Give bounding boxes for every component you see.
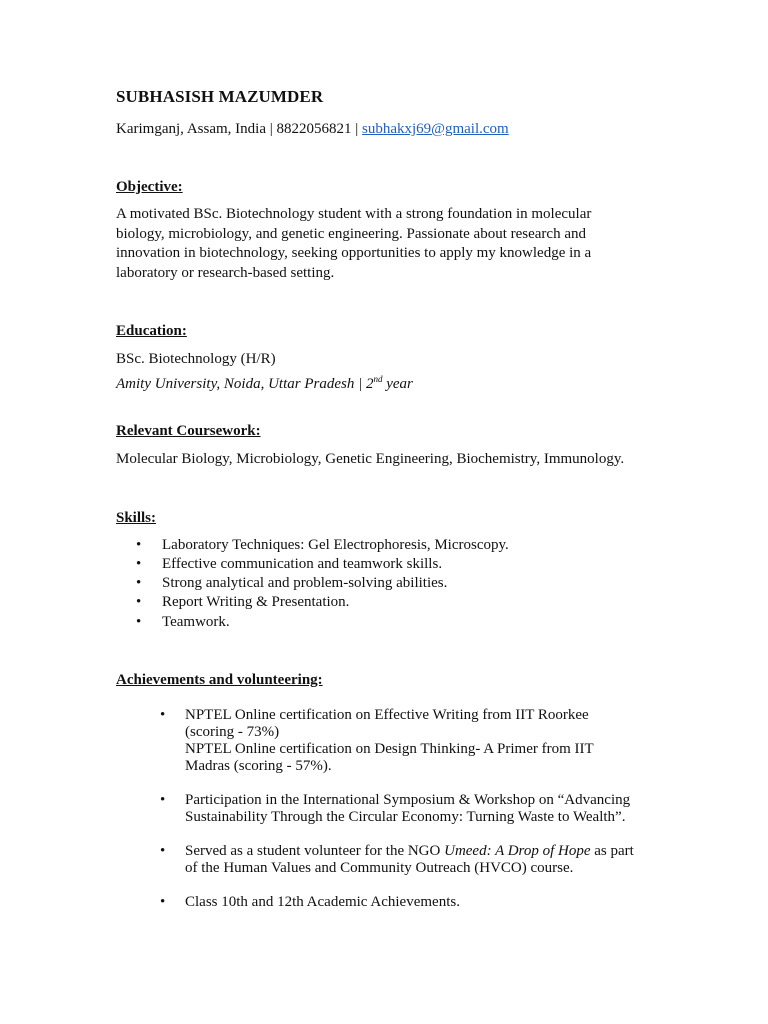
objective-line: laboratory or research-based setting. (116, 264, 335, 281)
achievement-line: NPTEL Online certification on Effective Writing from IIT Roorkee (185, 706, 589, 723)
location-phone: Karimganj, Assam, India | 8822056821 | (116, 121, 362, 137)
achievement-item-ngo (116, 843, 656, 877)
achievement-line: NPTEL Online certification on Design Thinking- A Primer from IIT (185, 740, 594, 757)
skills-heading: Skills: (116, 509, 157, 526)
skills-section (116, 508, 656, 632)
achievements-heading: Achievements and volunteering: (116, 671, 323, 688)
achievement-line: Class 10th and 12th Academic Achievements. (185, 893, 460, 910)
skill-text: Effective communication and teamwork skills. (162, 555, 443, 572)
achievement-item-symposium (116, 792, 656, 826)
bullet-icon: • (136, 594, 142, 611)
bullet-icon: • (160, 706, 166, 723)
skill-text: Report Writing & Presentation. (162, 594, 350, 611)
achievements-section (116, 670, 656, 911)
objective-line: innovation in biotechnology, seeking opportunities to apply my knowledge in a (116, 245, 592, 261)
ngo-text-pre: Served as a student volunteer for the NGO (185, 842, 445, 859)
objective-heading: Objective: (116, 179, 183, 195)
bullet-icon: • (136, 575, 142, 592)
achievement-item-class (116, 894, 656, 911)
education-heading: Education: (116, 323, 187, 339)
ngo-name: Umeed: A Drop of Hope (444, 842, 591, 859)
ngo-text-post: as part (590, 842, 634, 859)
education-section (116, 321, 656, 394)
skill-item (116, 593, 656, 612)
objective-line: biology, microbiology, and genetic engineering. Passionate about research and (116, 225, 586, 242)
skill-item (116, 536, 656, 555)
skill-item (116, 574, 656, 593)
achievement-line (185, 843, 656, 860)
skill-item (116, 555, 656, 574)
skill-item (116, 613, 656, 632)
resume-document (116, 86, 656, 911)
achievements-list (116, 707, 656, 911)
achievement-line: Participation in the International Symposium & Workshop on “Advancing (185, 791, 631, 808)
year-superscript: nd (373, 373, 383, 384)
bullet-icon: • (136, 555, 142, 572)
achievement-line: (scoring - 73%) (185, 723, 280, 740)
skills-list (116, 536, 656, 632)
candidate-name: SUBHASISH MAZUMDER (116, 87, 324, 106)
skill-text: Strong analytical and problem-solving abilities. (162, 575, 448, 592)
objective-text (116, 205, 656, 283)
coursework-section (116, 421, 656, 470)
contact-line (116, 119, 656, 139)
skill-text: Teamwork. (162, 613, 230, 630)
coursework-heading: Relevant Coursework: (116, 423, 261, 439)
achievement-line: Sustainability Through the Circular Economy: Turning Waste to Wealth”. (185, 808, 626, 825)
education-institution (116, 370, 656, 395)
institution-text: Amity University, Noida, Uttar Pradesh | 2 (116, 375, 374, 392)
bullet-icon: • (160, 842, 166, 859)
achievement-line: of the Human Values and Community Outreach (HVCO) course. (185, 859, 574, 876)
year-suffix: year (382, 375, 413, 392)
bullet-icon: • (136, 613, 142, 630)
email-link[interactable]: subhakxj69@gmail.com (361, 121, 509, 137)
bullet-icon: • (136, 536, 142, 553)
skill-text: Laboratory Techniques: Gel Electrophoresis, Microscopy. (162, 536, 509, 553)
education-degree: BSc. Biotechnology (H/R) (116, 351, 276, 367)
objective-line: A motivated BSc. Biotechnology student with a strong foundation in molecular (116, 206, 592, 222)
objective-section (116, 177, 656, 283)
achievement-item-nptel (116, 707, 656, 775)
bullet-icon: • (160, 893, 166, 910)
bullet-icon: • (160, 791, 166, 808)
achievement-line: Madras (scoring - 57%). (185, 757, 332, 774)
coursework-text: Molecular Biology, Microbiology, Genetic Engineering, Biochemistry, Immunology. (116, 451, 625, 467)
